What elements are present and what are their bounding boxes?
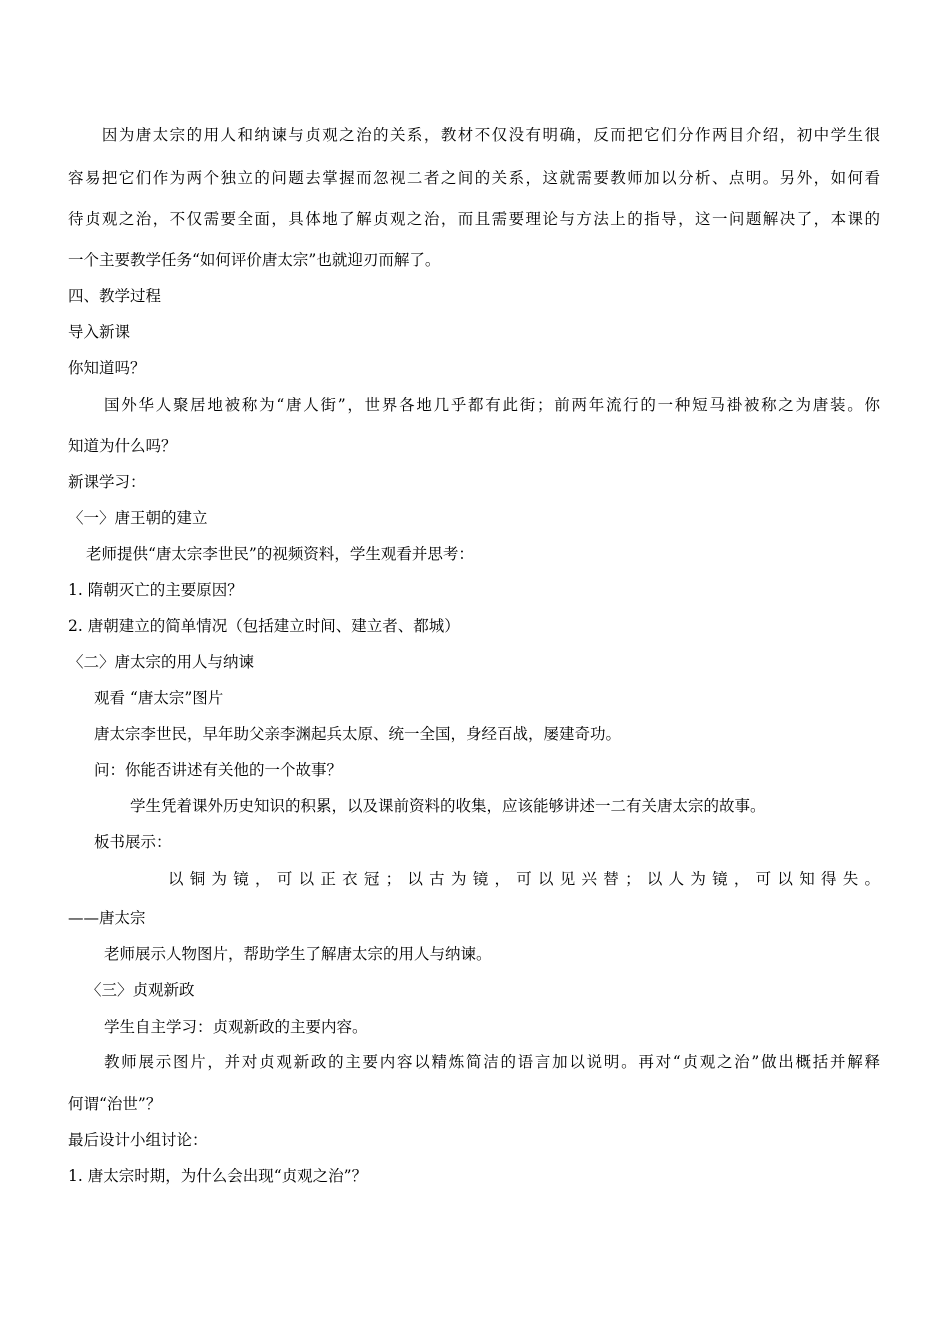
blackboard-label: 板书展示： (94, 833, 172, 851)
discussion-question-1: 1. 唐太宗时期，为什么会出现“贞观之治”？ (68, 1167, 368, 1185)
section-1-question-1: 1. 隋朝灭亡的主要原因？ (68, 581, 243, 599)
paragraph-1-line-1: 因为唐太宗的用人和纳谏与贞观之治的关系，教材不仅没有明确，反而把它们分作两目介绍，初中学生很 (68, 126, 880, 144)
section-1-intro: 老师提供“唐太宗李世民”的视频资料，学生观看并思考： (86, 545, 474, 563)
section-1-title: 〈一〉唐王朝的建立 (68, 509, 208, 527)
paragraph-1-line-2: 容易把它们作为两个独立的问题去掌握而忽视二者之间的关系，这就需要教师加以分析、点明。另外，如何看 (68, 169, 880, 187)
subheading-intro: 导入新课 (68, 323, 131, 341)
section-3-title: 〈三〉贞观新政 (86, 981, 195, 999)
section-3-explain-line-1: 教师展示图片，并对贞观新政的主要内容以精炼简洁的语言加以说明。再对“贞观之治”做出概括并解释 (104, 1053, 880, 1071)
section-heading-process: 四、教学过程 (68, 287, 162, 305)
paragraph-1-line-4: 一个主要教学任务“如何评价唐太宗”也就迎刃而解了。 (68, 251, 441, 269)
section-2-watch: 观看 “唐太宗”图片 (94, 689, 224, 707)
question-do-you-know: 你知道吗？ (68, 359, 146, 377)
paragraph-1-line-3: 待贞观之治，不仅需要全面，具体地了解贞观之治，而且需要理论与方法上的指导，这一问题解决了，本课的 (68, 210, 880, 228)
paragraph-2-line-2: 知道为什么吗？ (68, 437, 177, 455)
section-2-title: 〈二〉唐太宗的用人与纳谏 (68, 653, 255, 671)
paragraph-2-line-1: 国外华人聚居地被称为“唐人街”，世界各地几乎都有此街；前两年流行的一种短马褂被称之为唐装。你 (104, 396, 880, 414)
section-2-question: 问：你能否讲述有关他的一个故事？ (94, 761, 343, 779)
quote-attribution: ——唐太宗 (68, 909, 146, 927)
section-1-question-2: 2. 唐朝建立的简单情况（包括建立时间、建立者、都城） (68, 617, 460, 635)
section-2-answer: 学生凭着课外历史知识的积累，以及课前资料的收集，应该能够讲述一二有关唐太宗的故事。 (130, 797, 766, 815)
quote-text: 以铜为镜，可以正衣冠；以古为镜，可以见兴替；以人为镜，可以知得失。 (168, 870, 880, 888)
subheading-new-lesson: 新课学习： (68, 473, 146, 491)
group-discussion-label: 最后设计小组讨论： (68, 1131, 208, 1149)
section-2-bio: 唐太宗李世民，早年助父亲李渊起兵太原、统一全国，身经百战，屡建奇功。 (94, 725, 622, 743)
section-2-teacher-show: 老师展示人物图片，帮助学生了解唐太宗的用人与纳谏。 (104, 945, 492, 963)
section-3-self-study: 学生自主学习：贞观新政的主要内容。 (104, 1018, 368, 1036)
section-3-explain-line-2: 何谓“治世”？ (68, 1095, 162, 1113)
